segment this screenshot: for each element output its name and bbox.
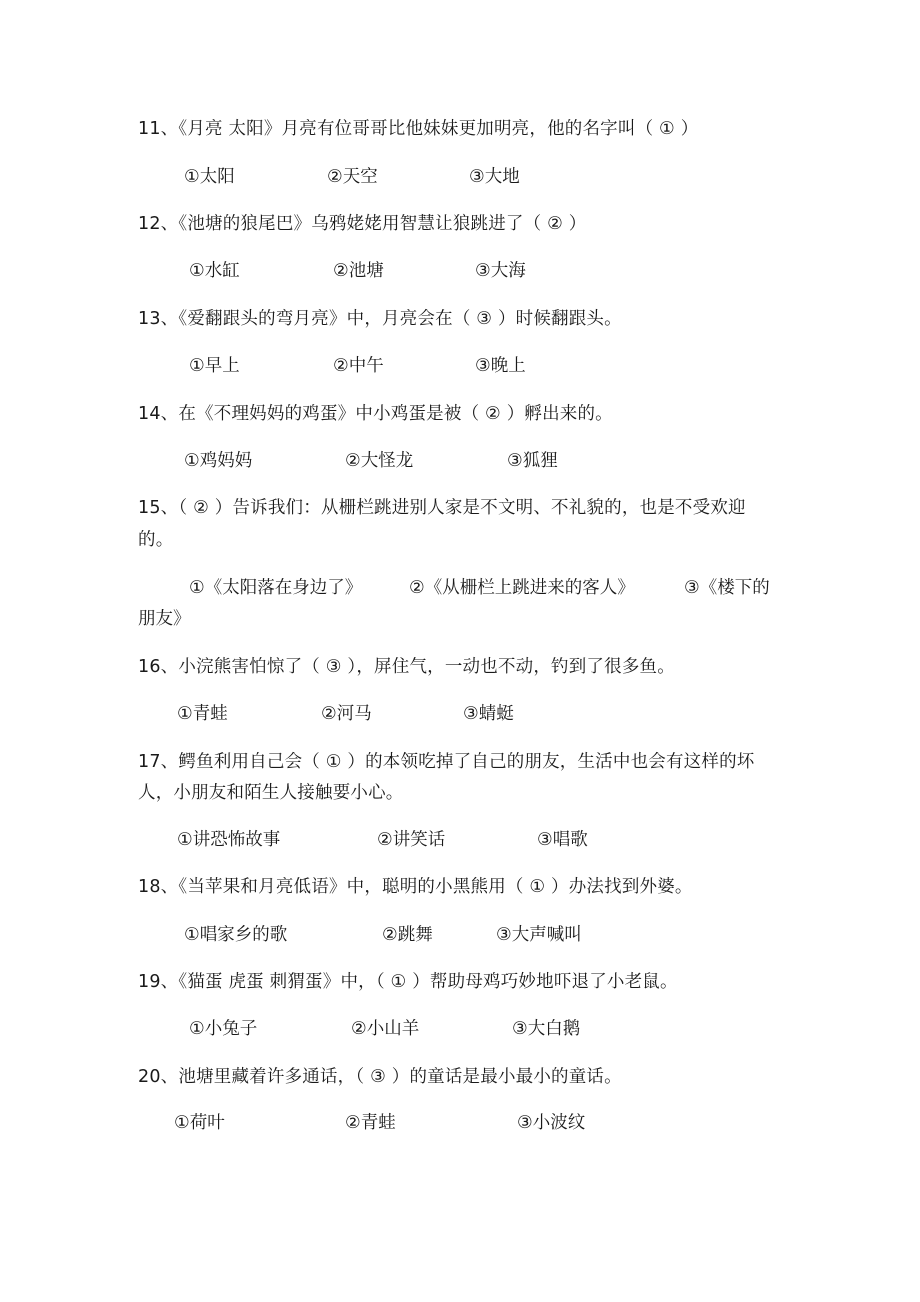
option: ①讲恐怖故事: [177, 830, 281, 850]
option: ③大海: [475, 261, 526, 281]
option: ②池塘: [333, 261, 384, 281]
option: ③大声喊叫: [496, 925, 582, 945]
option: ①早上: [189, 356, 240, 376]
question-text-continued: 人，小朋友和陌生人接触要小心。: [138, 783, 404, 803]
option: ①青蛙: [177, 704, 228, 724]
option: ①荷叶: [174, 1113, 225, 1133]
question-number: 20、: [138, 1067, 179, 1087]
question-text: 在《不理妈妈的鸡蛋》中小鸡蛋是被（ ② ）孵出来的。: [178, 404, 613, 424]
question-number: 18、: [138, 877, 179, 897]
question-number: 13、: [138, 309, 179, 329]
question-number: 12、: [138, 214, 179, 234]
question-text-continued: 的。: [138, 530, 174, 550]
option: ①小兔子: [189, 1019, 258, 1039]
option: ②天空: [327, 167, 378, 187]
option: ①太阳: [184, 167, 235, 187]
question-text: 《月亮 太阳》月亮有位哥哥比他妹妹更加明亮，他的名字叫（ ① ）: [178, 119, 699, 139]
question-text: （ ② ）告诉我们：从栅栏跳进别人家是不文明、不礼貌的，也是不受欢迎: [178, 498, 746, 518]
option: ②河马: [321, 704, 372, 724]
option: ②小山羊: [351, 1019, 420, 1039]
option: ③狐狸: [507, 451, 558, 471]
question-number: 14、: [138, 404, 179, 424]
question-number: 11、: [138, 119, 179, 139]
question-16: [138, 655, 675, 679]
option: ③《楼下的: [684, 578, 770, 598]
option: ②大怪龙: [345, 451, 414, 471]
option: ②青蛙: [345, 1113, 396, 1133]
question-text: 《当苹果和月亮低语》中，聪明的小黑熊用（ ① ）办法找到外婆。: [178, 877, 693, 897]
option: ③大地: [469, 167, 520, 187]
question-13: [138, 307, 622, 331]
option: ①鸡妈妈: [184, 451, 253, 471]
question-text: 《猫蛋 虎蛋 刺猬蛋》中，（ ① ）帮助母鸡巧妙地吓退了小老鼠。: [178, 972, 678, 992]
question-text: 《爱翻跟头的弯月亮》中，月亮会在（ ③ ）时候翻跟头。: [178, 309, 622, 329]
question-18: [138, 875, 693, 899]
question-11: [138, 117, 698, 141]
question-text: 池塘里藏着许多通话，（ ③ ）的童话是最小最小的童话。: [178, 1067, 622, 1087]
question-15: [138, 496, 746, 520]
option: ③小波纹: [517, 1113, 586, 1133]
question-14: [138, 402, 613, 426]
option: ③晚上: [475, 356, 526, 376]
option: ②讲笑话: [377, 830, 446, 850]
option: ①水缸: [189, 261, 240, 281]
option-continued: 朋友》: [138, 609, 191, 629]
option: ②中午: [333, 356, 384, 376]
question-number: 15、: [138, 498, 179, 518]
question-number: 16、: [138, 657, 179, 677]
question-number: 17、: [138, 752, 179, 772]
question-text: 鳄鱼利用自己会（ ① ）的本领吃掉了自己的朋友，生活中也会有这样的坏: [178, 752, 755, 772]
question-17: [138, 750, 755, 774]
option: ③唱歌: [537, 830, 588, 850]
option: ①唱家乡的歌: [184, 925, 288, 945]
question-text: 小浣熊害怕惊了（ ③ ），屏住气，一动也不动，钓到了很多鱼。: [178, 657, 675, 677]
option: ①《太阳落在身边了》: [189, 578, 363, 598]
question-20: [138, 1065, 622, 1089]
option: ②跳舞: [382, 925, 433, 945]
question-19: [138, 970, 678, 994]
option: ②《从栅栏上跳进来的客人》: [409, 578, 635, 598]
question-text: 《池塘的狼尾巴》乌鸦姥姥用智慧让狼跳进了（ ② ）: [178, 214, 587, 234]
option: ③大白鹅: [512, 1019, 581, 1039]
question-12: [138, 212, 586, 236]
option: ③蜻蜓: [463, 704, 514, 724]
question-number: 19、: [138, 972, 179, 992]
